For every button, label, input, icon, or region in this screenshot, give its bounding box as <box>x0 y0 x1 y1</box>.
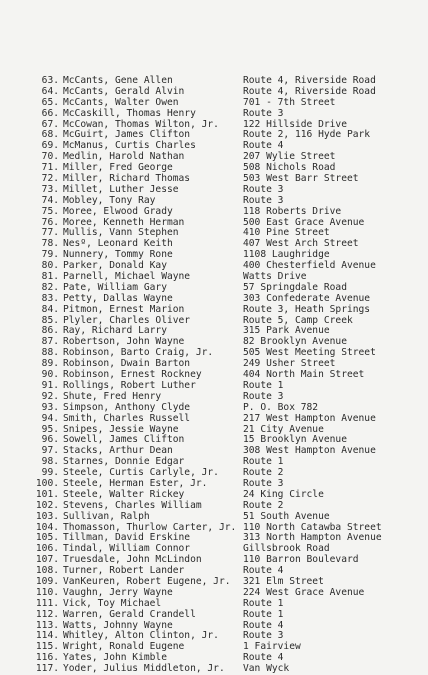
entry-number: 90. <box>41 369 59 381</box>
entry-name: Pitmon, Ernest Marion <box>63 303 185 315</box>
entry-name: Tindal, William Connor <box>63 543 191 555</box>
entry-address: 24 King Circle <box>243 488 324 500</box>
entry-number: 95. <box>41 423 59 435</box>
entry-address: Route 1 <box>243 608 284 620</box>
entry-number: 67. <box>41 118 59 130</box>
entry-address: Route 1 <box>243 379 284 391</box>
entry-name: Steele, Curtis Carlyle, Jr. <box>63 467 219 479</box>
entry-number: 66. <box>41 107 59 119</box>
entry-address: 217 West Hampton Avenue <box>243 412 376 424</box>
entry-address: 701 - 7th Street <box>243 96 336 108</box>
entry-address: Van Wyck <box>243 663 290 675</box>
entry-name: Turner, Robert Lander <box>63 565 185 577</box>
entry-address: 321 Elm Street <box>243 575 324 587</box>
entry-name: Parnell, Michael Wayne <box>63 271 191 283</box>
entry-address: Route 3 <box>243 390 284 402</box>
entry-number: 93. <box>41 401 59 413</box>
entry-name: McCants, Gene Allen <box>63 75 173 86</box>
entry-address: Route 3, Heath Springs <box>243 303 371 315</box>
list-item <box>0 501 428 512</box>
entry-name: Pate, William Gary <box>63 281 167 293</box>
entry-address: Route 5, Camp Creek <box>243 314 353 326</box>
entry-number: 116. <box>35 652 59 664</box>
entry-address: Gillsbrook Road <box>243 543 330 555</box>
entry-address: 400 Chesterfield Avenue <box>243 260 376 272</box>
entry-address: P. O. Box 782 <box>243 401 319 413</box>
list-item <box>0 414 428 425</box>
entry-number: 70. <box>41 151 59 163</box>
entry-number: 103. <box>35 510 59 522</box>
entry-address: 404 North Main Street <box>243 369 365 381</box>
entry-name: Snipes, Jessie Wayne <box>63 423 179 435</box>
entry-name: Stevens, Charles William <box>63 499 202 511</box>
entry-number: 102. <box>35 499 59 511</box>
entry-name: Robinson, Barto Craig, Jr. <box>63 347 214 359</box>
list-item <box>0 512 428 523</box>
entry-name: Thomasson, Thurlow Carter, Jr. <box>63 521 237 533</box>
entry-number: 72. <box>41 173 59 185</box>
entry-number: 94. <box>41 412 59 424</box>
entry-address: Route 2 <box>243 467 284 479</box>
entry-address: Route 1 <box>243 456 284 468</box>
entry-name: Parker, Donald Kay <box>63 260 167 272</box>
entry-address: Route 3 <box>243 107 284 119</box>
entry-address: Route 3 <box>243 194 284 206</box>
entry-address: Route 4 <box>243 619 284 631</box>
entry-number: 91. <box>41 379 59 391</box>
entry-address: 503 West Barr Street <box>243 173 359 185</box>
entry-number: 76. <box>41 216 59 228</box>
entry-address: 118 Roberts Drive <box>243 205 342 217</box>
entry-address: 110 Barron Boulevard <box>243 554 359 566</box>
entry-number: 92. <box>41 390 59 402</box>
entry-number: 101. <box>35 488 59 500</box>
entry-address: 51 South Avenue <box>243 510 330 522</box>
entry-address: Watts Drive <box>243 271 307 283</box>
entry-address: Route 3 <box>243 477 284 489</box>
entry-address: Route 3 <box>243 630 284 642</box>
entry-name: VanKeuren, Robert Eugene, Jr. <box>63 575 231 587</box>
entry-name: Miller, Fred George <box>63 162 173 174</box>
entry-name: Rollings, Robert Luther <box>63 379 196 391</box>
entry-address: Route 1 <box>243 597 284 609</box>
entry-number: 84. <box>41 303 59 315</box>
entry-name: McGuirt, James Clifton <box>63 129 191 141</box>
entry-number: 80. <box>41 260 59 272</box>
entry-number: 96. <box>41 434 59 446</box>
entry-name: Steele, Walter Rickey <box>63 488 185 500</box>
entry-number: 115. <box>35 641 59 653</box>
entry-number: 105. <box>35 532 59 544</box>
entry-name: Robertson, John Wayne <box>63 336 185 348</box>
entry-number: 75. <box>41 205 59 217</box>
entry-number: 110. <box>35 586 59 598</box>
entry-number: 65. <box>41 96 59 108</box>
entry-address: 122 Hillside Drive <box>243 118 347 130</box>
entry-number: 83. <box>41 292 59 304</box>
entry-number: 108. <box>35 565 59 577</box>
entry-address: 82 Brooklyn Avenue <box>243 336 347 348</box>
entry-address: Route 2, 116 Hyde Park <box>243 129 371 141</box>
entry-address: 1108 Laughridge <box>243 249 330 261</box>
entry-name: Simpson, Anthony Clyde <box>63 401 191 413</box>
entry-address: 505 West Meeting Street <box>243 347 376 359</box>
entry-number: 98. <box>41 456 59 468</box>
entry-name: Nesº, Leonard Keith <box>63 238 173 250</box>
entry-number: 73. <box>41 183 59 195</box>
list-item <box>0 599 428 610</box>
list-item <box>0 207 428 218</box>
entry-name: McCowan, Thomas Wilton, Jr. <box>63 118 219 130</box>
entry-name: Plyler, Charles Oliver <box>63 314 191 326</box>
entry-number: 86. <box>41 325 59 337</box>
entry-number: 68. <box>41 129 59 141</box>
entry-name: Truesdale, John McLindon <box>63 554 202 566</box>
entry-address: 224 West Grace Avenue <box>243 586 365 598</box>
entry-address: 410 Pine Street <box>243 227 330 239</box>
entry-number: 82. <box>41 281 59 293</box>
list-item <box>0 403 428 414</box>
entry-name: Starnes, Donnie Edgar <box>63 456 185 468</box>
list-item <box>0 664 428 675</box>
entry-address: Route 4 <box>243 140 284 152</box>
entry-number: 112. <box>35 608 59 620</box>
entry-number: 85. <box>41 314 59 326</box>
list-item <box>0 109 428 120</box>
entry-name: Moree, Kenneth Herman <box>63 216 185 228</box>
entry-name: Mullis, Vann Stephen <box>63 227 179 239</box>
entry-name: Whitley, Alton Clinton, Jr. <box>63 630 219 642</box>
entry-name: Yoder, Julius Middleton, Jr. <box>63 663 225 675</box>
entry-number: 106. <box>35 543 59 555</box>
entry-address: 249 Usher Street <box>243 358 336 370</box>
entry-number: 87. <box>41 336 59 348</box>
entry-address: 15 Brooklyn Avenue <box>243 434 347 446</box>
entry-number: 78. <box>41 238 59 250</box>
entry-address: Route 4 <box>243 565 284 577</box>
entry-address: Route 4, Riverside Road <box>243 85 376 97</box>
entry-name: Miller, Richard Thomas <box>63 173 191 185</box>
entry-name: Steele, Herman Ester, Jr. <box>63 477 208 489</box>
entry-number: 100. <box>35 477 59 489</box>
entry-name: Yates, John Kimble <box>63 652 167 664</box>
entry-number: 104. <box>35 521 59 533</box>
entry-number: 109. <box>35 575 59 587</box>
entry-number: 88. <box>41 347 59 359</box>
entry-number: 69. <box>41 140 59 152</box>
entry-address: 21 City Avenue <box>243 423 324 435</box>
entry-number: 113. <box>35 619 59 631</box>
entry-address: 57 Springdale Road <box>243 281 347 293</box>
entry-number: 107. <box>35 554 59 566</box>
entry-number: 71. <box>41 162 59 174</box>
entry-number: 99. <box>41 467 59 479</box>
entry-name: Vaughn, Jerry Wayne <box>63 586 173 598</box>
entry-address: 407 West Arch Street <box>243 238 359 250</box>
entry-name: Tillman, David Erskine <box>63 532 191 544</box>
entry-name: Shute, Fred Henry <box>63 390 162 402</box>
entry-name: Warren, Gerald Crandell <box>63 608 196 620</box>
entry-name: Smith, Charles Russell <box>63 412 191 424</box>
entry-name: Millet, Luther Jesse <box>63 183 179 195</box>
entry-number: 97. <box>41 445 59 457</box>
entry-address: 508 Nichols Road <box>243 162 336 174</box>
entry-number: 111. <box>35 597 59 609</box>
entry-address: Route 3 <box>243 183 284 195</box>
entry-name: Mobley, Tony Ray <box>63 194 156 206</box>
entry-number: 114. <box>35 630 59 642</box>
entry-address: 313 North Hampton Avenue <box>243 532 382 544</box>
entry-name: Sullivan, Ralph <box>63 510 150 522</box>
entry-name: Robinson, Ernest Rockney <box>63 369 202 381</box>
entry-name: Nunnery, Tommy Rone <box>63 249 173 261</box>
entry-name: McCants, Walter Owen <box>63 96 179 108</box>
entry-name: Robinson, Dwain Barton <box>63 358 191 370</box>
list-item <box>0 305 428 316</box>
entry-number: 117. <box>35 663 59 675</box>
entry-name: Watts, Johnny Wayne <box>63 619 173 631</box>
entry-name: Moree, Elwood Grady <box>63 205 173 217</box>
entry-name: Vick, Toy Michael <box>63 597 162 609</box>
entry-name: Wright, Ronald Eugene <box>63 641 185 653</box>
entry-address: 110 North Catawba Street <box>243 521 382 533</box>
entry-number: 77. <box>41 227 59 239</box>
entry-number: 79. <box>41 249 59 261</box>
entry-address: 308 West Hampton Avenue <box>243 445 376 457</box>
entry-number: 64. <box>41 85 59 97</box>
entry-number: 74. <box>41 194 59 206</box>
entry-name: Sowell, James Clifton <box>63 434 185 446</box>
entry-address: Route 4, Riverside Road <box>243 75 376 86</box>
entry-name: Stacks, Arthur Dean <box>63 445 173 457</box>
entry-name: Ray, Richard Larry <box>63 325 167 337</box>
entry-number: 89. <box>41 358 59 370</box>
entry-number: 81. <box>41 271 59 283</box>
entry-address: 303 Confederate Avenue <box>243 292 371 304</box>
entry-address: Route 2 <box>243 499 284 511</box>
entry-name: Petty, Dallas Wayne <box>63 292 173 304</box>
entry-name: McManus, Curtis Charles <box>63 140 196 152</box>
entry-address: 207 Wylie Street <box>243 151 336 163</box>
entry-name: McCants, Gerald Alvin <box>63 85 185 97</box>
entry-address: 500 East Grace Avenue <box>243 216 365 228</box>
list-item <box>0 610 428 621</box>
entry-address: 315 Park Avenue <box>243 325 330 337</box>
roster-list <box>0 76 428 675</box>
entry-address: Route 4 <box>243 652 284 664</box>
entry-name: Medlin, Harold Nathan <box>63 151 185 163</box>
entry-number: 63. <box>41 75 59 86</box>
entry-address: 1 Fairview <box>243 641 301 653</box>
entry-name: McCaskill, Thomas Henry <box>63 107 196 119</box>
